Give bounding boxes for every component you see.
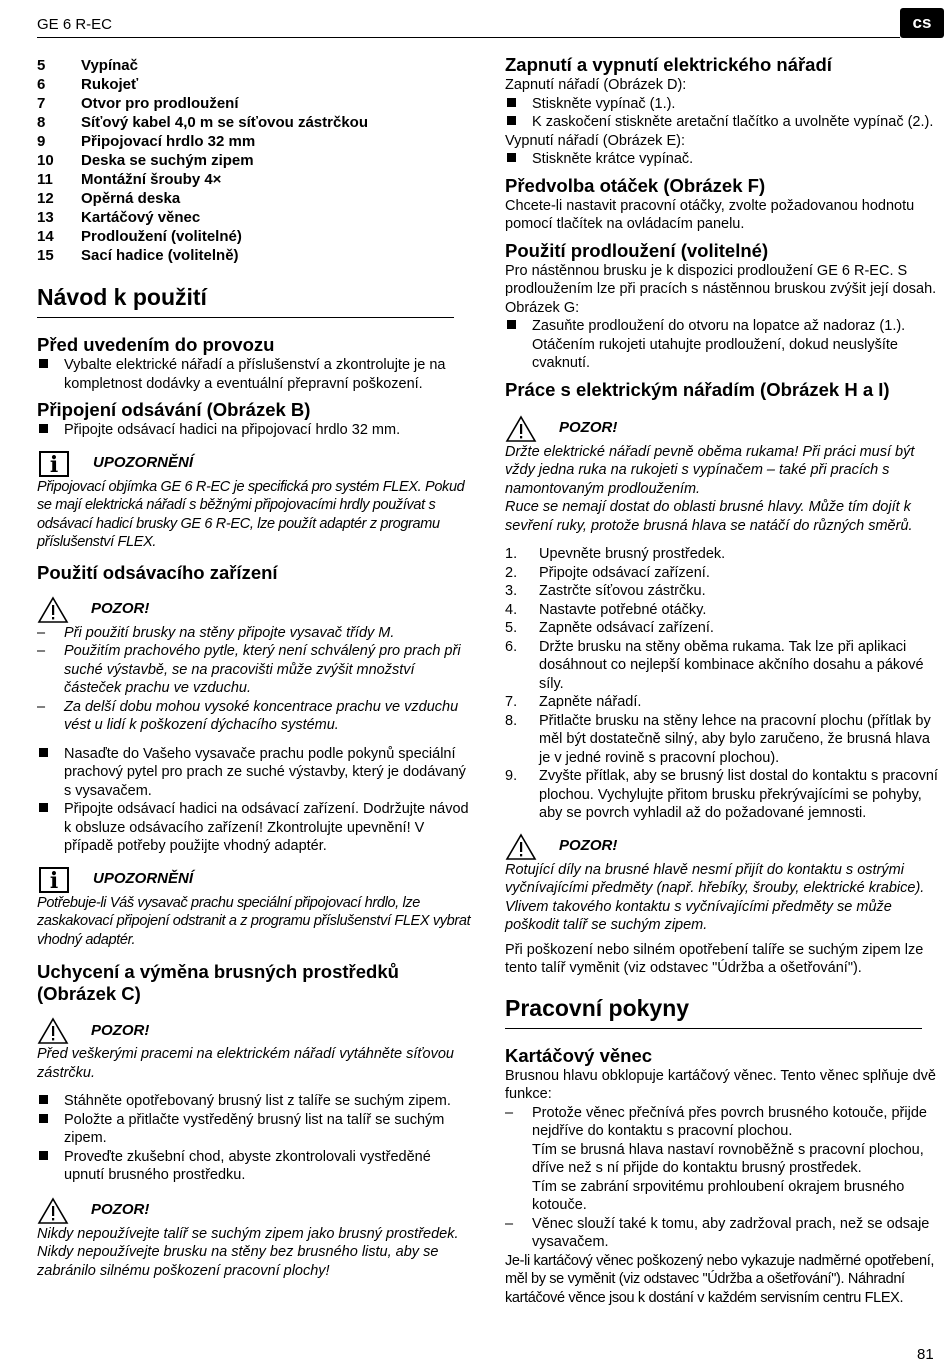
dash-text: Věnec slouží také k tomu, aby zadržoval prach, než se odsaje vysavačem. [532, 1215, 930, 1250]
paragraph: Při poškození nebo silném opotřebení talíře se suchým zipem lze tento talíř vyměnit (viz odstavec "Údržba a ošetřování"). [505, 941, 924, 976]
warning-icon [37, 1197, 69, 1225]
step-number: 8. [505, 712, 518, 729]
list-item [37, 246, 475, 265]
list-item [37, 624, 475, 643]
warning-icon [505, 415, 537, 443]
dash-text: Tím se brusná hlava nastaví rovnoběžně s pracovní plochou, dříve než s ní přijde do kontaktu brusný prostředek. [532, 1141, 924, 1176]
step-text: Zapněte odsávací zařízení. [539, 620, 714, 636]
paragraph: Pro nástěnnou brusku je k dispozici prodloužení GE 6 R-EC. S prodloužením lze při pracích s nástěnnou bruskou zvýšit její dosah. [505, 262, 937, 297]
warning-text: Rotující díly na brusné hlavě nesmí přijít do kontaktu s ostrými vyčnívajícími předměty (např. hřebíky, šrouby, elektrické krabice). Vlivem takového kontaktu s vyčnívajícími předměty se může poškodit talíř se suchým zipem. [505, 861, 925, 933]
bullet-text: Proveďte zkušební chod, abyste zkontrolovali vystředěné upnutí brusného prostředku. [64, 1148, 431, 1183]
dash-marker: – [37, 698, 46, 715]
list-item [37, 1148, 475, 1185]
list-item [505, 601, 941, 620]
dash-text: Použitím prachového pytle, který není schválený pro prach při suché výstavbě, se na pracovišti může zvýšit množství částeček prachu ve vzduchu. [64, 643, 461, 696]
language-badge: cs [900, 8, 944, 38]
paragraph: Obrázek G: [505, 299, 580, 316]
bullet-icon [37, 1148, 64, 1185]
info-icon [39, 451, 69, 477]
bullet-text: Vybalte elektrické nářadí a příslušenství a zkontrolujte je na kompletnost dodávky a eventuální přepravní poškození. [64, 357, 446, 392]
item-number: 6 [37, 76, 46, 93]
bullet-icon [505, 150, 532, 169]
item-label: Vypínač [81, 57, 138, 74]
list-item [37, 698, 475, 735]
list-item [37, 800, 475, 856]
heading-working-with-tool: Práce s elektrickým nářadím (Obrázek H a I) [505, 378, 890, 400]
item-label: Rukojeť [81, 76, 139, 93]
paragraph: Je-li kartáčový věnec poškozený nebo vykazuje nadměrné opotřebení, měl by se vyměnit (viz odstavec "Údržba a ošetřování"). Náhradní kartáčové věnce jsou k dostání v každém servisním centru FLEX. [505, 1252, 935, 1306]
warning-title: POZOR! [91, 600, 150, 618]
heading-speed-preselection: Předvolba otáček (Obrázek F) [505, 174, 766, 196]
list-item [37, 227, 475, 246]
item-label: Síťový kabel 4,0 m se síťovou zástrčkou [81, 114, 368, 131]
bullet-text: Stáhněte opotřebovaný brusný list z talíře se suchým zipem. [64, 1093, 451, 1109]
list-item [505, 619, 941, 638]
right-column [505, 52, 941, 1307]
dash-marker: – [37, 643, 46, 659]
step-text: Zapněte nářadí. [539, 694, 642, 710]
note-header [37, 450, 475, 478]
list-item [37, 75, 475, 94]
list-item [37, 113, 475, 132]
note-title: UPOZORNĚNÍ [93, 454, 194, 472]
step-text: Upevněte brusný prostředek. [539, 546, 726, 562]
warning-icon [505, 833, 537, 861]
item-number: 7 [37, 95, 46, 112]
list-item [505, 113, 941, 132]
list-item [505, 693, 941, 712]
item-number: 11 [37, 171, 53, 188]
warning-text: Nikdy nepoužívejte brusku na stěny bez brusného listu, aby se zabránilo silnému poškození pracovní plochy! [37, 1244, 439, 1279]
bullet-icon [505, 95, 532, 114]
list-item [37, 189, 475, 208]
warning-title: POZOR! [91, 1201, 150, 1219]
steps-list [505, 545, 941, 823]
bullet-text: K zaskočení stiskněte aretační tlačítko a uvolněte vypínač (2.). [532, 114, 934, 130]
parts-list [37, 56, 475, 265]
step-number: 5. [505, 620, 518, 636]
heading-before-startup: Před uvedením do provozu [37, 334, 275, 355]
note-title: UPOZORNĚNÍ [93, 870, 194, 888]
list-item [37, 151, 475, 170]
list-item [37, 642, 475, 698]
heading-brush-ring: Kartáčový věnec [505, 1044, 653, 1066]
warning-icon [37, 596, 69, 624]
list-item [37, 356, 475, 393]
item-number: 8 [37, 114, 46, 131]
item-number: 15 [37, 247, 54, 264]
heading-extraction-use: Použití odsávacího zařízení [37, 561, 278, 583]
step-number: 4. [505, 601, 518, 618]
bullet-icon [37, 1111, 64, 1148]
item-label: Deska se suchým zipem [81, 152, 254, 169]
item-label: Připojovací hrdlo 32 mm [81, 133, 256, 150]
left-column [37, 52, 475, 1280]
heading-switch-on-off: Zapnutí a vypnutí elektrického nářadí [505, 54, 832, 75]
warning-title: POZOR! [559, 419, 618, 437]
list-item [37, 56, 475, 75]
dash-text: Za delší dobu mohou vysoké koncentrace prachu ve vzduchu vést u lidí k poškození dýchacího systému. [64, 698, 459, 733]
step-text: Připojte odsávací zařízení. [539, 564, 710, 581]
step-text: Přitlačte brusku na stěny lehce na pracovní plochu (přítlak by měl být dostatečně silný, aby bylo zaručeno, že brusná hlava je v jedné rovině s pracovní plochou). [539, 712, 931, 766]
warning-header [37, 596, 475, 624]
heading-extraction-connection: Připojení odsávání (Obrázek B) [37, 399, 311, 420]
warning-icon [37, 1017, 69, 1045]
step-text: Nastavte potřebné otáčky. [539, 601, 707, 618]
bullet-text: Stiskněte krátce vypínač. [532, 151, 694, 167]
bullet-icon [37, 745, 64, 801]
warning-text: Ruce se nemají dostat do oblasti brusné hlavy. Může tím dojít k sevření ruky, protože brusná hlava se natáčí do různých směrů. [505, 499, 913, 534]
paragraph: Zapnutí nářadí (Obrázek D): [505, 77, 687, 93]
list-item [37, 421, 475, 440]
paragraph: Chcete-li nastavit pracovní otáčky, zvolte požadovanou hodnotu pomocí tlačítek na ovládacím panelu. [505, 197, 915, 232]
document-model: GE 6 R-EC [37, 16, 113, 33]
warning-header [505, 415, 941, 443]
heading-sanding-media: Uchycení a výměna brusných prostředků (Obrázek C) [37, 961, 399, 1004]
bullet-text: Připojte odsávací hadici na odsávací zařízení. Dodržujte návod k obsluze odsávacího zařízení! Zkontrolujte upevnění! V případě potřeby použijte vhodný adaptér. [64, 801, 469, 854]
list-item [37, 170, 475, 189]
list-item [37, 1111, 475, 1148]
warning-header [37, 1017, 475, 1045]
step-number: 1. [505, 546, 518, 562]
list-item [505, 1104, 941, 1215]
item-label: Opěrná deska [81, 190, 181, 207]
step-text: Zvyšte přítlak, aby se brusný list dostal do kontaktu s pracovní plochou. Vychylujte přitom brusku překrývajícími se pohyby, aby se povrch vyhladil až do požadované jemnosti. [539, 768, 938, 821]
warning-text: Nikdy nepoužívejte talíř se suchým zipem jako brusný prostředek. [37, 1225, 459, 1242]
list-item [505, 712, 941, 768]
step-number: 3. [505, 583, 518, 599]
item-label: Prodloužení (volitelné) [81, 228, 242, 245]
item-label: Sací hadice (volitelně) [81, 247, 239, 264]
info-icon [39, 867, 69, 893]
bullet-text: Zasuňte prodloužení do otvoru na lopatce až nadoraz (1.). Otáčením rukojeti utahujte prodloužení, dokud neuslyšíte cvaknutí. [532, 318, 906, 371]
item-label: Kartáčový věnec [81, 209, 201, 226]
item-number: 10 [37, 152, 54, 169]
step-number: 6. [505, 638, 518, 655]
bullet-text: Připojte odsávací hadici na připojovací hrdlo 32 mm. [64, 422, 401, 438]
item-number: 13 [37, 209, 54, 226]
dash-marker: – [37, 624, 46, 641]
dash-marker: – [505, 1215, 514, 1232]
note-text: Připojovací objímka GE 6 R-EC je specifická pro systém FLEX. Pokud se mají elektrická nářadí s běžnými připojovacími hrdly používat s odsávací hadicí brusky GE 6 R-EC, lze použít adaptér z programu příslušenství FLEX. [37, 478, 465, 550]
paragraph: Brusnou hlavu obklopuje kartáčový věnec. Tento věnec splňuje dvě funkce: [505, 1067, 936, 1102]
bullet-text: Nasaďte do Vašeho vysavače prachu podle pokynů speciální prachový pytel pro prach ze suché výstavby, který je dodávaný s vysavačem. [64, 745, 466, 799]
section-heading-usage: Návod k použití [37, 283, 454, 318]
list-item [505, 150, 941, 169]
warning-header [37, 1197, 475, 1225]
list-item [505, 767, 941, 823]
warning-header [505, 833, 941, 861]
bullet-text: Stiskněte vypínač (1.). [532, 95, 676, 112]
list-item [505, 582, 941, 601]
note-header [37, 866, 475, 894]
step-number: 9. [505, 768, 518, 784]
list-item [505, 564, 941, 583]
step-text: Zastrčte síťovou zástrčku. [539, 583, 706, 599]
section-heading-work-instructions: Pracovní pokyny [505, 994, 922, 1029]
list-item [37, 1092, 475, 1111]
dash-body [532, 1104, 941, 1215]
dash-text: Při použití brusky na stěny připojte vysavač třídy M. [64, 624, 395, 641]
list-item [505, 545, 941, 564]
item-number: 12 [37, 190, 54, 207]
list-item [37, 132, 475, 151]
dash-text: Tím se zabrání srpovitému prohloubení okrajem brusného kotouče. [532, 1178, 905, 1213]
warning-title: POZOR! [91, 1021, 150, 1039]
warning-text: Před veškerými pracemi na elektrickém nářadí vytáhněte síťovou zástrčku. [37, 1046, 454, 1081]
item-label: Montážní šrouby 4× [81, 171, 222, 188]
paragraph: Vypnutí nářadí (Obrázek E): [505, 132, 685, 149]
list-item [505, 95, 941, 114]
dash-marker: – [505, 1104, 514, 1121]
list-item [505, 317, 941, 373]
bullet-icon [505, 113, 532, 132]
item-number: 9 [37, 133, 46, 150]
bullet-icon [37, 1092, 64, 1111]
item-label: Otvor pro prodloužení [81, 95, 239, 112]
item-number: 5 [37, 57, 46, 74]
step-text: Držte brusku na stěny oběma rukama. Tak lze při aplikaci dosáhnout co nejlepší kombinace akčního dosahu a pákové síly. [539, 638, 924, 692]
header-rule [37, 37, 900, 38]
bullet-text: Položte a přitlačte vystředěný brusný list na talíř se suchým zipem. [64, 1111, 445, 1146]
step-number: 2. [505, 564, 518, 581]
list-item [37, 208, 475, 227]
bullet-icon [505, 317, 532, 373]
list-item [505, 1215, 941, 1252]
warning-title: POZOR! [559, 837, 618, 855]
heading-extension-use: Použití prodloužení (volitelné) [505, 239, 769, 261]
step-number: 7. [505, 694, 518, 710]
note-text: Potřebuje-li Váš vysavač prachu speciální připojovací hrdlo, lze zaskakovací připojení odstranit a z programu příslušenství FLEX vybrat vhodný adaptér. [37, 894, 471, 948]
item-number: 14 [37, 228, 54, 245]
bullet-icon [37, 800, 64, 856]
warning-text: Držte elektrické nářadí pevně oběma rukama! Při práci musí být vždy jedna ruka na rukojeti s vypínačem – také při pracích s namontovaným prodloužením. [505, 443, 915, 497]
list-item [37, 94, 475, 113]
bullet-icon [37, 356, 64, 393]
page-number: 81 [917, 1346, 934, 1363]
bullet-icon [37, 421, 64, 440]
list-item [505, 638, 941, 694]
dash-text: Protože věnec přečnívá přes povrch brusného kotouče, přijde nejdříve do kontaktu s pracovní plochou. [532, 1104, 927, 1139]
list-item [37, 745, 475, 801]
